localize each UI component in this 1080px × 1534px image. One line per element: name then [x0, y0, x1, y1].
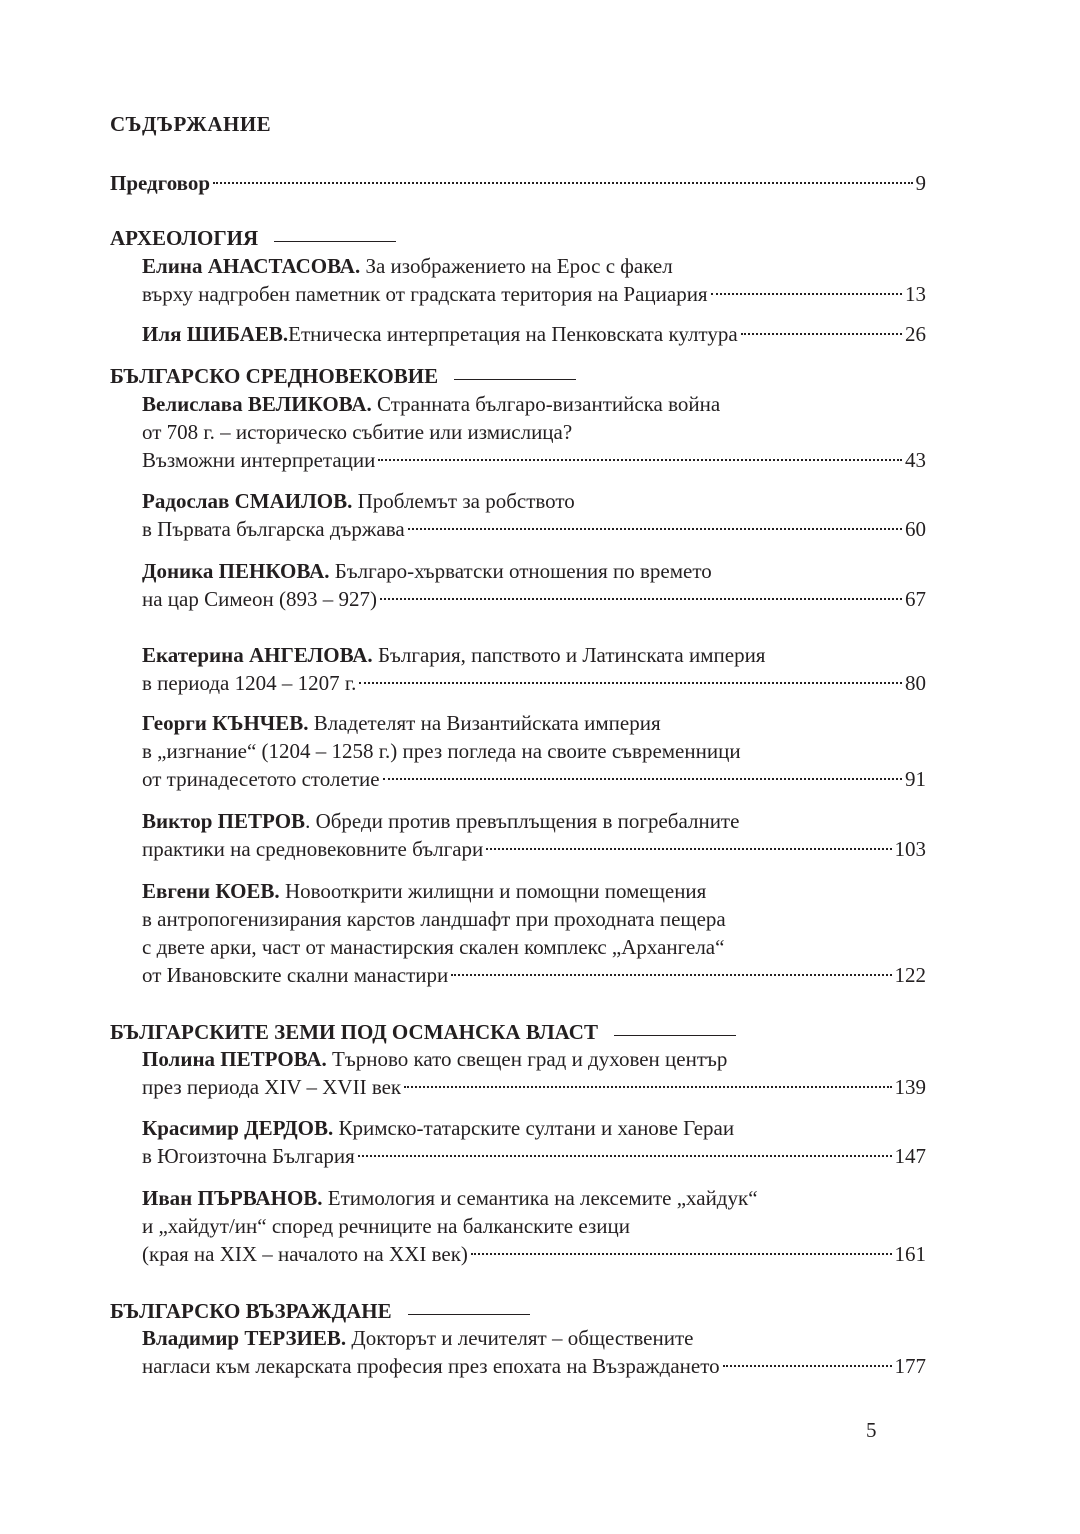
toc-line: [142, 252, 673, 280]
entry-author: Елина АНАСТАСОВА.: [142, 254, 361, 278]
entry-title: Проблемът за робството: [352, 489, 575, 513]
toc-line: [142, 1184, 758, 1212]
toc-line: [142, 933, 724, 961]
page-ref: 60: [905, 517, 926, 541]
page-ref: 147: [894, 1144, 926, 1168]
entry-author: Красимир ДЕРДОВ.: [142, 1116, 334, 1140]
section-rule: [454, 379, 576, 380]
entry-author: Полина ПЕТРОВА.: [142, 1047, 327, 1071]
section-rule: [408, 1314, 530, 1315]
page-ref: 91: [905, 767, 926, 791]
toc-line: [142, 1114, 734, 1142]
toc-line: [142, 835, 926, 863]
entry-author: Иван ПЪРВАНОВ.: [142, 1186, 323, 1210]
entry-title: (края на XIX – началото на XXI век): [142, 1242, 468, 1266]
section-rule: [614, 1035, 736, 1036]
entry-title: Търново като свещен град и духовен център: [326, 1047, 728, 1071]
toc-line: [142, 1324, 693, 1352]
dot-leader: [404, 1086, 891, 1088]
entry-title: от тринадесетото столетие: [142, 767, 380, 791]
entry-title: през периода XIV – XVII век: [142, 1075, 402, 1099]
entry-title: с двете арки, част от манастирския скален комплекс „Архангела“: [142, 935, 725, 959]
page-ref: 161: [894, 1242, 926, 1266]
toc-line: [142, 515, 926, 543]
entry-title: Етимология и семантика на лексемите „хайдук“: [322, 1186, 758, 1210]
toc-line: [142, 1045, 727, 1073]
entry-title: от Ивановските скални манастири: [142, 963, 449, 987]
toc-line: [142, 557, 712, 585]
toc-line: [142, 1212, 630, 1240]
toc-line: [142, 961, 926, 989]
section-rule: [274, 241, 396, 242]
section-title: БЪЛГАРСКИТЕ ЗЕМИ ПОД ОСМАНСКА ВЛАСТ: [110, 1020, 598, 1044]
entry-title: върху надгробен паметник от градската територия на Рациария: [142, 282, 708, 306]
entry-author: Владимир ТЕРЗИЕВ.: [142, 1326, 347, 1350]
dot-leader: [358, 1155, 892, 1157]
toc-line: [142, 585, 926, 613]
page-ref: 177: [894, 1354, 926, 1378]
dot-leader: [213, 182, 912, 184]
entry-author: Иля ШИБАЕВ.: [142, 322, 289, 346]
page-title: СЪДЪРЖАНИЕ: [110, 112, 272, 136]
dot-leader: [451, 974, 891, 976]
dot-leader: [380, 598, 902, 600]
toc-line: [142, 390, 720, 418]
entry-author: Радослав СМАИЛОВ.: [142, 489, 353, 513]
toc-line: [142, 641, 765, 669]
toc-line: [142, 418, 572, 446]
entry-title: в „изгнание“ (1204 – 1258 г.) през погледа на своите съвременници: [142, 739, 741, 763]
toc-line: [142, 487, 575, 515]
entry-title: в Първата българска държава: [142, 517, 405, 541]
entry-author: Велислава ВЕЛИКОВА.: [142, 392, 372, 416]
entry-title: в Югоизточна България: [142, 1144, 355, 1168]
page-ref: 26: [905, 322, 926, 346]
entry-title: и „хайдут/ин“ според речниците на балканските езици: [142, 1214, 630, 1238]
toc-line: [142, 1073, 926, 1101]
toc-line: [142, 765, 926, 793]
dot-leader: [359, 682, 902, 684]
entry-author: Евгени КОЕВ.: [142, 879, 280, 903]
entry-title: Кримско-татарските султани и ханове Гераи: [333, 1116, 735, 1140]
preface-label: Предговор: [110, 171, 211, 195]
toc-line: [142, 280, 926, 308]
entry-title: нагласи към лекарската професия през епохата на Възраждането: [142, 1354, 720, 1378]
dot-leader: [471, 1253, 892, 1255]
entry-title: Българо-хърватски отношения по времето: [329, 559, 712, 583]
dot-leader: [486, 848, 891, 850]
section-title: БЪЛГАРСКО СРЕДНОВЕКОВИЕ: [110, 364, 439, 388]
entry-title: от 708 г. – историческо събитие или измислица?: [142, 420, 573, 444]
page-ref: 80: [905, 671, 926, 695]
entry-title: Владетелят на Византийската империя: [308, 711, 661, 735]
entry-title: в антропогенизирания карстов ландшафт при проходната пещера: [142, 907, 726, 931]
entry-author: Екатерина АНГЕЛОВА.: [142, 643, 373, 667]
toc-line: [142, 709, 661, 737]
page-ref: 43: [905, 448, 926, 472]
entry-title: Възможни интерпретации: [142, 448, 376, 472]
toc-line: [142, 1352, 926, 1380]
dot-leader: [711, 293, 902, 295]
toc-line: [142, 905, 726, 933]
dot-leader: [378, 459, 902, 461]
toc-line: [110, 169, 926, 197]
entry-title: Докторът и лечителят – обществените: [346, 1326, 694, 1350]
dot-leader: [408, 528, 902, 530]
page-ref: 9: [915, 171, 926, 195]
section-heading: [110, 224, 396, 252]
entry-title: България, папството и Латинската империя: [372, 643, 766, 667]
toc-line: [142, 1142, 926, 1170]
toc-line: [142, 446, 926, 474]
entry-title: Новооткрити жилищни и помощни помещения: [279, 879, 707, 903]
entry-title: на цар Симеон (893 – 927): [142, 587, 377, 611]
dot-leader: [741, 333, 902, 335]
toc-line: [142, 877, 706, 905]
entry-title: . Обреди против превъплъщения в погребалните: [305, 809, 740, 833]
entry-title: Етническа интерпретация на Пенковската култура: [288, 322, 738, 346]
entry-author: Доника ПЕНКОВА.: [142, 559, 330, 583]
page-ref: 139: [894, 1075, 926, 1099]
page-ref: 103: [894, 837, 926, 861]
dot-leader: [723, 1365, 892, 1367]
page-number: 5: [866, 1418, 877, 1442]
section-heading: [110, 1018, 736, 1046]
entry-title: Странната българо-византийска война: [371, 392, 721, 416]
toc-line: [142, 737, 741, 765]
entry-title: практики на средновековните българи: [142, 837, 484, 861]
section-heading: [110, 1297, 530, 1325]
entry-title: в периода 1204 – 1207 г.: [142, 671, 357, 695]
section-heading: [110, 362, 576, 390]
section-title: БЪЛГАРСКО ВЪЗРАЖДАНЕ: [110, 1299, 392, 1323]
toc-line: [142, 320, 926, 348]
entry-title: За изображението на Ерос с факел: [360, 254, 673, 278]
entry-author: Георги КЪНЧЕВ.: [142, 711, 309, 735]
toc-line: [142, 669, 926, 697]
section-title: АРХЕОЛОГИЯ: [110, 226, 259, 250]
toc-line: [142, 1240, 926, 1268]
page-ref: 13: [905, 282, 926, 306]
dot-leader: [383, 778, 902, 780]
entry-author: Виктор ПЕТРОВ: [142, 809, 306, 833]
toc-line: [142, 807, 739, 835]
page-ref: 67: [905, 587, 926, 611]
page-ref: 122: [894, 963, 926, 987]
